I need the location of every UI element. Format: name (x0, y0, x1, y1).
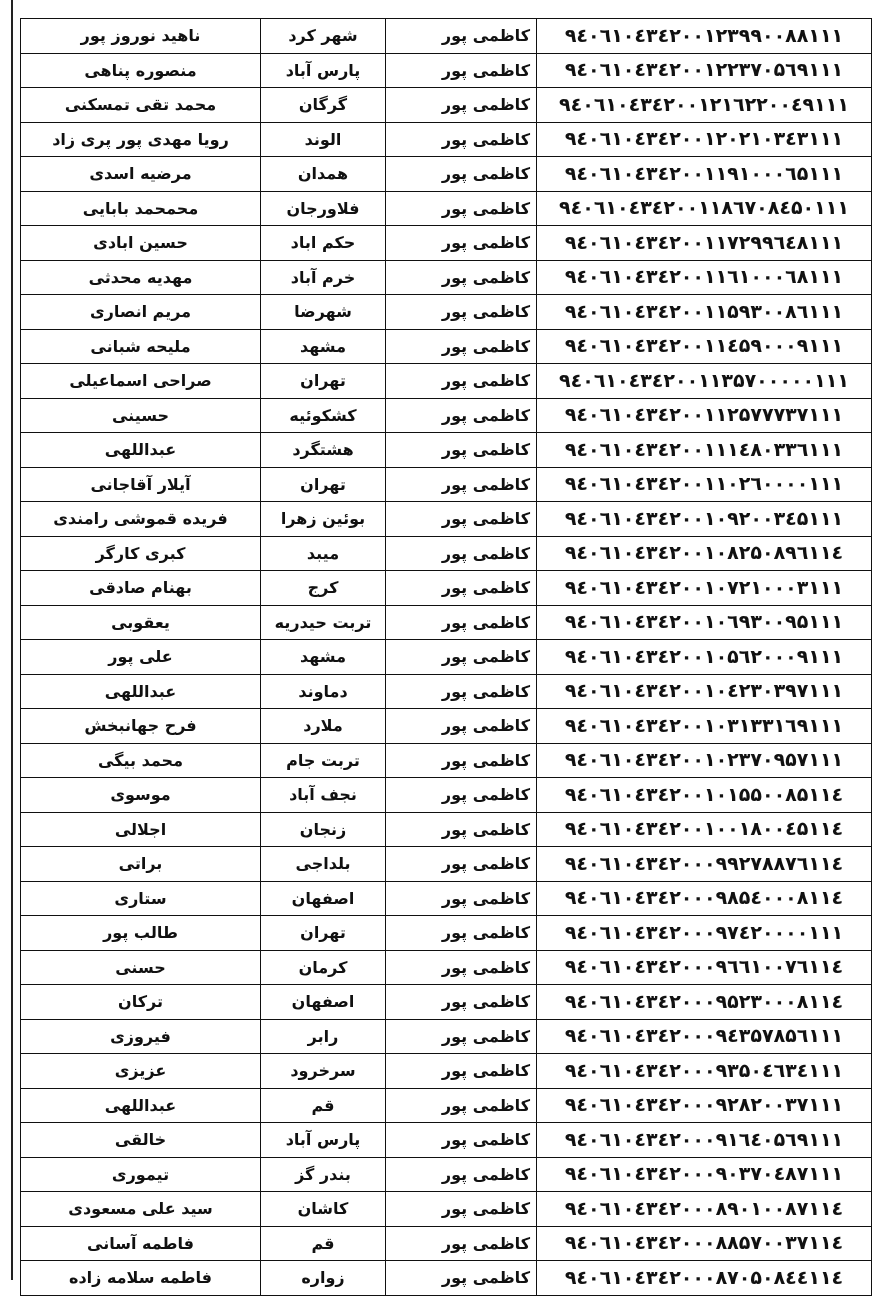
city-cell: بندر گز (261, 1157, 386, 1192)
name-cell: ترکان (21, 985, 261, 1020)
table-row (21, 1054, 872, 1089)
table-row (21, 950, 872, 985)
city-cell: پارس آباد (261, 1123, 386, 1158)
table-row (21, 605, 872, 640)
city-cell: تربت جام (261, 743, 386, 778)
tracking-code-cell: ۹٤۰٦۱۰٤۳٤۲۰۰۱۱۷۲۹۹٦٤۸۱۱۱ (537, 226, 872, 261)
surname-cell: کاظمی پور (386, 157, 537, 192)
name-cell: آیلار آقاجانی (21, 467, 261, 502)
name-cell: مهدیه محدثی (21, 260, 261, 295)
surname-cell: کاظمی پور (386, 19, 537, 54)
name-cell: حسین ابادی (21, 226, 261, 261)
tracking-code-cell: ۹٤۰٦۱۰٤۳٤۲۰۰۰۹۰۳۷۰٤۸۷۱۱۱ (537, 1157, 872, 1192)
name-cell: براتی (21, 847, 261, 882)
surname-cell: کاظمی پور (386, 191, 537, 226)
name-cell: حسنی (21, 950, 261, 985)
surname-cell: کاظمی پور (386, 398, 537, 433)
name-cell: موسوی (21, 778, 261, 813)
name-cell: عزیزی (21, 1054, 261, 1089)
tracking-code-cell: ۹٤۰٦۱۰٤۳٤۲۰۰۱۰٦۹۳۰۰۹۵۱۱۱ (537, 605, 872, 640)
tracking-code-cell: ۹٤۰٦۱۰٤۳٤۲۰۰۱۱۸٦۷۰۸٤۵۰۱۱۱ (537, 191, 872, 226)
surname-cell: کاظمی پور (386, 1261, 537, 1296)
tracking-code-cell: ۹٤۰٦۱۰٤۳٤۲۰۰۱۰۱۵۵۰۰۸۵۱۱٤ (537, 778, 872, 813)
tracking-code-cell: ۹٤۰٦۱۰٤۳٤۲۰۰۱۲۳۹۹۰۰۸۸۱۱۱ (537, 19, 872, 54)
table-row (21, 433, 872, 468)
name-cell: کبری کارگر (21, 536, 261, 571)
surname-cell: کاظمی پور (386, 467, 537, 502)
table-row (21, 674, 872, 709)
city-cell: زنجان (261, 812, 386, 847)
surname-cell: کاظمی پور (386, 502, 537, 537)
city-cell: مشهد (261, 329, 386, 364)
city-cell: شهرضا (261, 295, 386, 330)
city-cell: تهران (261, 467, 386, 502)
surname-cell: کاظمی پور (386, 812, 537, 847)
tracking-code-cell: ۹٤۰٦۱۰٤۳٤۲۰۰۰۹۹۲۷۸۸۷٦۱۱٤ (537, 847, 872, 882)
tracking-code-cell: ۹٤۰٦۱۰٤۳٤۲۰۰۱۱٤۵۹۰۰۰۹۱۱۱ (537, 329, 872, 364)
surname-cell: کاظمی پور (386, 536, 537, 571)
city-cell: بلداجی (261, 847, 386, 882)
city-cell: قم (261, 1088, 386, 1123)
name-cell: فیروزی (21, 1019, 261, 1054)
name-cell: ستاری (21, 881, 261, 916)
tracking-code-cell: ۹٤۰٦۱۰٤۳٤۲۰۰۱۰۷۲۱۰۰۰۳۱۱۱ (537, 571, 872, 606)
surname-cell: کاظمی پور (386, 605, 537, 640)
surname-cell: کاظمی پور (386, 743, 537, 778)
city-cell: مشهد (261, 640, 386, 675)
surname-cell: کاظمی پور (386, 950, 537, 985)
table-row (21, 1192, 872, 1227)
table-row (21, 329, 872, 364)
table-row (21, 226, 872, 261)
records-table (20, 18, 872, 1296)
tracking-code-cell: ۹٤۰٦۱۰٤۳٤۲۰۰۰۹۷٤۲۰۰۰۰۱۱۱ (537, 916, 872, 951)
name-cell: اجلالی (21, 812, 261, 847)
name-cell: ناهید نوروز پور (21, 19, 261, 54)
surname-cell: کاظمی پور (386, 1123, 537, 1158)
name-cell: بهنام صادقی (21, 571, 261, 606)
name-cell: فاطمه آسانی (21, 1226, 261, 1261)
records-table-body (21, 19, 872, 1296)
surname-cell: کاظمی پور (386, 1157, 537, 1192)
city-cell: پارس آباد (261, 53, 386, 88)
city-cell: الوند (261, 122, 386, 157)
name-cell: رویا مهدی پور پری زاد (21, 122, 261, 157)
city-cell: فلاورجان (261, 191, 386, 226)
surname-cell: کاظمی پور (386, 364, 537, 399)
tracking-code-cell: ۹٤۰٦۱۰٤۳٤۲۰۰۱۰۵٦۲۰۰۰۹۱۱۱ (537, 640, 872, 675)
city-cell: تربت حیدریه (261, 605, 386, 640)
tracking-code-cell: ۹٤۰٦۱۰٤۳٤۲۰۰۱۰۲۳۷۰۹۵۷۱۱۱ (537, 743, 872, 778)
tracking-code-cell: ۹٤۰٦۱۰٤۳٤۲۰۰۰۹۳۵۰٤٦۳٤۱۱۱ (537, 1054, 872, 1089)
surname-cell: کاظمی پور (386, 295, 537, 330)
surname-cell: کاظمی پور (386, 88, 537, 123)
city-cell: هشتگرد (261, 433, 386, 468)
table-row (21, 260, 872, 295)
name-cell: عبداللهی (21, 1088, 261, 1123)
city-cell: تهران (261, 364, 386, 399)
table-row (21, 985, 872, 1020)
tracking-code-cell: ۹٤۰٦۱۰٤۳٤۲۰۰۰۸۸۵۷۰۰۳۷۱۱٤ (537, 1226, 872, 1261)
table-row (21, 1019, 872, 1054)
table-row (21, 1088, 872, 1123)
tracking-code-cell: ۹٤۰٦۱۰٤۳٤۲۰۰۱۲۰۲۱۰۳٤۳۱۱۱ (537, 122, 872, 157)
city-cell: خرم آباد (261, 260, 386, 295)
tracking-code-cell: ۹٤۰٦۱۰٤۳٤۲۰۰۱۱۳۵۷۰۰۰۰۰۱۱۱ (537, 364, 872, 399)
table-row (21, 778, 872, 813)
table-row (21, 536, 872, 571)
name-cell: صراحی اسماعیلی (21, 364, 261, 399)
tracking-code-cell: ۹٤۰٦۱۰٤۳٤۲۰۰۰۹۸۵٤۰۰۰۸۱۱٤ (537, 881, 872, 916)
name-cell: سید علی مسعودی (21, 1192, 261, 1227)
name-cell: طالب پور (21, 916, 261, 951)
tracking-code-cell: ۹٤۰٦۱۰٤۳٤۲۰۰۱۱٦۱۰۰۰٦۸۱۱۱ (537, 260, 872, 295)
surname-cell: کاظمی پور (386, 1088, 537, 1123)
table-row (21, 295, 872, 330)
surname-cell: کاظمی پور (386, 847, 537, 882)
table-row (21, 640, 872, 675)
table-row (21, 88, 872, 123)
tracking-code-cell: ۹٤۰٦۱۰٤۳٤۲۰۰۱۱۲۵۷۷۷۳۷۱۱۱ (537, 398, 872, 433)
tracking-code-cell: ۹٤۰٦۱۰٤۳٤۲۰۰۱۱۱٤۸۰۳۳٦۱۱۱ (537, 433, 872, 468)
table-row (21, 1261, 872, 1296)
tracking-code-cell: ۹٤۰٦۱۰٤۳٤۲۰۰۰۹۱٦٤۰۵٦۹۱۱۱ (537, 1123, 872, 1158)
name-cell: علی پور (21, 640, 261, 675)
name-cell: مرضیه اسدی (21, 157, 261, 192)
surname-cell: کاظمی پور (386, 571, 537, 606)
tracking-code-cell: ۹٤۰٦۱۰٤۳٤۲۰۰۱۲۲۳۷۰۵٦۹۱۱۱ (537, 53, 872, 88)
city-cell: نجف آباد (261, 778, 386, 813)
name-cell: محمد تقی تمسکنی (21, 88, 261, 123)
tracking-code-cell: ۹٤۰٦۱۰٤۳٤۲۰۰۰۸۹۰۱۰۰۸۷۱۱٤ (537, 1192, 872, 1227)
name-cell: تیموری (21, 1157, 261, 1192)
surname-cell: کاظمی پور (386, 1019, 537, 1054)
name-cell: منصوره پناهی (21, 53, 261, 88)
city-cell: بوئین زهرا (261, 502, 386, 537)
city-cell: کشکوئیه (261, 398, 386, 433)
tracking-code-cell: ۹٤۰٦۱۰٤۳٤۲۰۰۱۰۳۱۳۳۱٦۹۱۱۱ (537, 709, 872, 744)
city-cell: زواره (261, 1261, 386, 1296)
surname-cell: کاظمی پور (386, 1054, 537, 1089)
city-cell: اصفهان (261, 985, 386, 1020)
table-row (21, 709, 872, 744)
table-row (21, 19, 872, 54)
surname-cell: کاظمی پور (386, 226, 537, 261)
surname-cell: کاظمی پور (386, 433, 537, 468)
city-cell: همدان (261, 157, 386, 192)
city-cell: حکم اباد (261, 226, 386, 261)
table-row (21, 157, 872, 192)
city-cell: کرمان (261, 950, 386, 985)
name-cell: حسینی (21, 398, 261, 433)
tracking-code-cell: ۹٤۰٦۱۰٤۳٤۲۰۰۰۹٦٦۱۰۰۷٦۱۱٤ (537, 950, 872, 985)
tracking-code-cell: ۹٤۰٦۱۰٤۳٤۲۰۰۰۸۷۰۵۰۸٤٤۱۱٤ (537, 1261, 872, 1296)
tracking-code-cell: ۹٤۰٦۱۰٤۳٤۲۰۰۰۹۵۲۳۰۰۰۸۱۱٤ (537, 985, 872, 1020)
table-row (21, 881, 872, 916)
table-row (21, 847, 872, 882)
table-row (21, 1157, 872, 1192)
city-cell: دماوند (261, 674, 386, 709)
surname-cell: کاظمی پور (386, 881, 537, 916)
table-row (21, 571, 872, 606)
surname-cell: کاظمی پور (386, 985, 537, 1020)
surname-cell: کاظمی پور (386, 1192, 537, 1227)
name-cell: ملیحه شبانی (21, 329, 261, 364)
surname-cell: کاظمی پور (386, 640, 537, 675)
name-cell: یعقوبی (21, 605, 261, 640)
city-cell: اصفهان (261, 881, 386, 916)
name-cell: فرح جهانبخش (21, 709, 261, 744)
city-cell: میبد (261, 536, 386, 571)
tracking-code-cell: ۹٤۰٦۱۰٤۳٤۲۰۰۱۱۰۲٦۰۰۰۰۱۱۱ (537, 467, 872, 502)
table-row (21, 916, 872, 951)
city-cell: شهر کرد (261, 19, 386, 54)
table-row (21, 502, 872, 537)
tracking-code-cell: ۹٤۰٦۱۰٤۳٤۲۰۰۱۰۸۲۵۰۸۹٦۱۱٤ (537, 536, 872, 571)
name-cell: عبداللهی (21, 433, 261, 468)
tracking-code-cell: ۹٤۰٦۱۰٤۳٤۲۰۰۱۲۱٦۲۲۰۰٤۹۱۱۱ (537, 88, 872, 123)
table-row (21, 743, 872, 778)
surname-cell: کاظمی پور (386, 53, 537, 88)
tracking-code-cell: ۹٤۰٦۱۰٤۳٤۲۰۰۱۱۹۱۰۰۰٦۵۱۱۱ (537, 157, 872, 192)
city-cell: کاشان (261, 1192, 386, 1227)
name-cell: فاطمه سلامه زاده (21, 1261, 261, 1296)
name-cell: فریده قموشی رامندی (21, 502, 261, 537)
table-row (21, 467, 872, 502)
name-cell: مریم انصاری (21, 295, 261, 330)
city-cell: رابر (261, 1019, 386, 1054)
name-cell: محمحمد بابایی (21, 191, 261, 226)
city-cell: تهران (261, 916, 386, 951)
surname-cell: کاظمی پور (386, 674, 537, 709)
table-row (21, 1226, 872, 1261)
table-row (21, 122, 872, 157)
name-cell: خالقی (21, 1123, 261, 1158)
city-cell: گرگان (261, 88, 386, 123)
city-cell: قم (261, 1226, 386, 1261)
surname-cell: کاظمی پور (386, 329, 537, 364)
surname-cell: کاظمی پور (386, 260, 537, 295)
city-cell: سرخرود (261, 1054, 386, 1089)
table-row (21, 1123, 872, 1158)
surname-cell: کاظمی پور (386, 916, 537, 951)
name-cell: عبداللهی (21, 674, 261, 709)
tracking-code-cell: ۹٤۰٦۱۰٤۳٤۲۰۰۰۹۲۸۲۰۰۳۷۱۱۱ (537, 1088, 872, 1123)
tracking-code-cell: ۹٤۰٦۱۰٤۳٤۲۰۰۰۹٤۳۵۷۸۵٦۱۱۱ (537, 1019, 872, 1054)
table-row (21, 812, 872, 847)
name-cell: محمد بیگی (21, 743, 261, 778)
surname-cell: کاظمی پور (386, 1226, 537, 1261)
tracking-code-cell: ۹٤۰٦۱۰٤۳٤۲۰۰۱۰۰۱۸۰۰٤۵۱۱٤ (537, 812, 872, 847)
table-row (21, 398, 872, 433)
tracking-code-cell: ۹٤۰٦۱۰٤۳٤۲۰۰۱۰۹۲۰۰۳٤۵۱۱۱ (537, 502, 872, 537)
city-cell: ملارد (261, 709, 386, 744)
tracking-code-cell: ۹٤۰٦۱۰٤۳٤۲۰۰۱۰٤۲۳۰۳۹۷۱۱۱ (537, 674, 872, 709)
surname-cell: کاظمی پور (386, 122, 537, 157)
tracking-code-cell: ۹٤۰٦۱۰٤۳٤۲۰۰۱۱۵۹۳۰۰۸٦۱۱۱ (537, 295, 872, 330)
table-row (21, 53, 872, 88)
surname-cell: کاظمی پور (386, 778, 537, 813)
page-edge-rule (11, 0, 13, 1280)
table-row (21, 191, 872, 226)
city-cell: کرج (261, 571, 386, 606)
surname-cell: کاظمی پور (386, 709, 537, 744)
table-row (21, 364, 872, 399)
